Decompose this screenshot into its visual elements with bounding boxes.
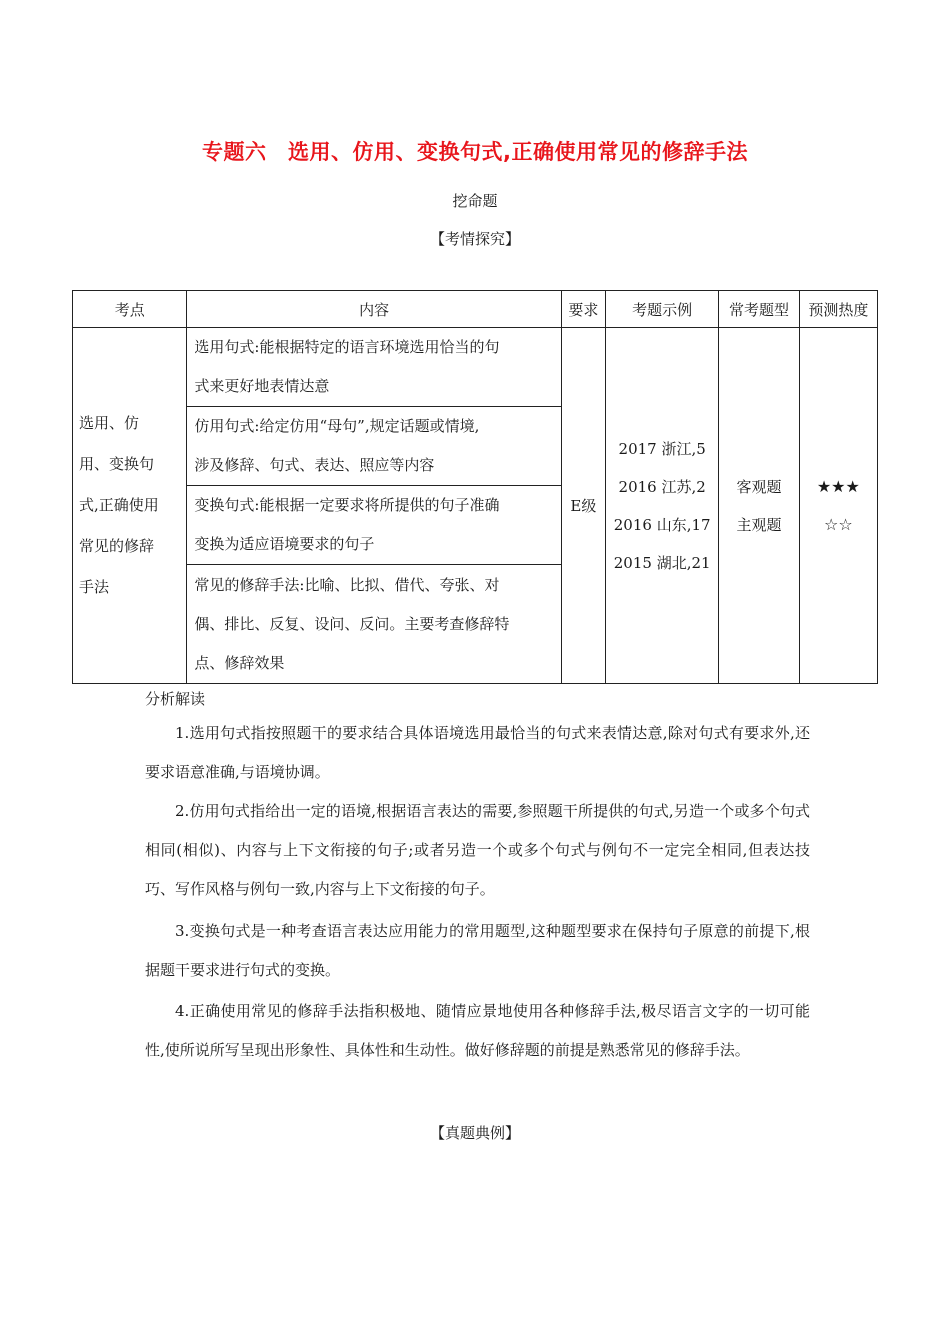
content-cell-xuanyong bbox=[187, 328, 561, 407]
content-line: 仿用句式:给定仿用“母句”,规定话题或情境, bbox=[194, 417, 480, 435]
page-title: 专题六 选用、仿用、变换句式,正确使用常见的修辞手法 bbox=[202, 140, 748, 164]
example-item: 2017 浙江,5 bbox=[618, 439, 706, 458]
analysis-paragraph-2: 2.仿用句式指给出一定的语境,根据语言表达的需要,参照题干所提供的句式,另造一个或多个句式相同(相似)、内容与上下文衔接的句子;或者另造一个或多个句式与例句不一定完全相同,但表达技巧、写作风格与例句一致,内容与上下文衔接的句子。 bbox=[145, 802, 810, 898]
section-heading-kaoqing: 【考情探究】 bbox=[429, 230, 520, 248]
section-heading-zhenti: 【真题典例】 bbox=[429, 1124, 520, 1142]
analysis-paragraph-1: 1.选用句式指按照题干的要求结合具体语境选用最恰当的句式来表情达意,除对句式有要求外,还要求语意准确,与语境协调。 bbox=[145, 724, 810, 781]
example-item: 2016 江苏,2 bbox=[618, 477, 706, 496]
content-line: 点、修辞效果 bbox=[194, 653, 285, 672]
heat-stars-empty: ☆☆ bbox=[824, 514, 853, 534]
kaodian-line: 选用、仿 bbox=[79, 414, 140, 432]
table-row bbox=[73, 328, 878, 407]
content-line: 选用句式:能根据特定的语言环境选用恰当的句 bbox=[194, 338, 500, 356]
analysis-paragraph-3: 3.变换句式是一种考查语言表达应用能力的常用题型,这种题型要求在保持句子原意的前提下,根据题干要求进行句式的变换。 bbox=[145, 922, 810, 979]
heat-cell bbox=[799, 328, 877, 684]
analysis-heading: 分析解读 bbox=[145, 690, 206, 708]
question-type: 主观题 bbox=[736, 515, 782, 534]
heat-stars-filled: ★★★ bbox=[816, 476, 860, 496]
content-line: 涉及修辞、句式、表达、照应等内容 bbox=[194, 456, 435, 474]
content-cell-fangyong bbox=[187, 407, 561, 486]
header-redu: 预测热度 bbox=[799, 291, 877, 328]
content-cell-bianhuan bbox=[187, 486, 561, 565]
kaodian-line: 式,正确使用 bbox=[79, 496, 159, 514]
subtitle: 挖命题 bbox=[452, 192, 498, 210]
content-line: 变换句式:能根据一定要求将所提供的句子准确 bbox=[194, 496, 500, 514]
kaodian-line: 常见的修辞 bbox=[79, 537, 155, 555]
content-cell-xiuci bbox=[187, 565, 561, 684]
header-shili: 考题示例 bbox=[605, 291, 718, 328]
table-header-row bbox=[73, 291, 878, 328]
example-item: 2016 山东,17 bbox=[613, 515, 711, 534]
header-kaodian: 考点 bbox=[73, 291, 187, 328]
header-tixing: 常考题型 bbox=[719, 291, 799, 328]
question-types-cell bbox=[719, 328, 799, 684]
header-neirong: 内容 bbox=[187, 291, 561, 328]
example-item: 2015 湖北,21 bbox=[613, 553, 711, 572]
question-type: 客观题 bbox=[736, 477, 782, 496]
content-line: 偶、排比、反复、设问、反问。主要考查修辞特 bbox=[194, 614, 510, 633]
examples-cell bbox=[605, 328, 718, 684]
yaoqiu-cell: E级 bbox=[561, 328, 605, 684]
header-yaoqiu: 要求 bbox=[561, 291, 605, 328]
exam-analysis-table bbox=[72, 290, 878, 684]
kaodian-line: 用、变换句 bbox=[79, 455, 155, 473]
kaodian-cell bbox=[73, 328, 187, 684]
content-line: 常见的修辞手法:比喻、比拟、借代、夸张、对 bbox=[194, 575, 500, 594]
content-line: 变换为适应语境要求的句子 bbox=[194, 535, 375, 553]
analysis-paragraph-4: 4.正确使用常见的修辞手法指积极地、随情应景地使用各种修辞手法,极尽语言文字的一切可能性,使所说所写呈现出形象性、具体性和生动性。做好修辞题的前提是熟悉常见的修辞手法。 bbox=[145, 1002, 810, 1059]
kaodian-line: 手法 bbox=[79, 578, 110, 596]
content-line: 式来更好地表情达意 bbox=[194, 377, 330, 395]
